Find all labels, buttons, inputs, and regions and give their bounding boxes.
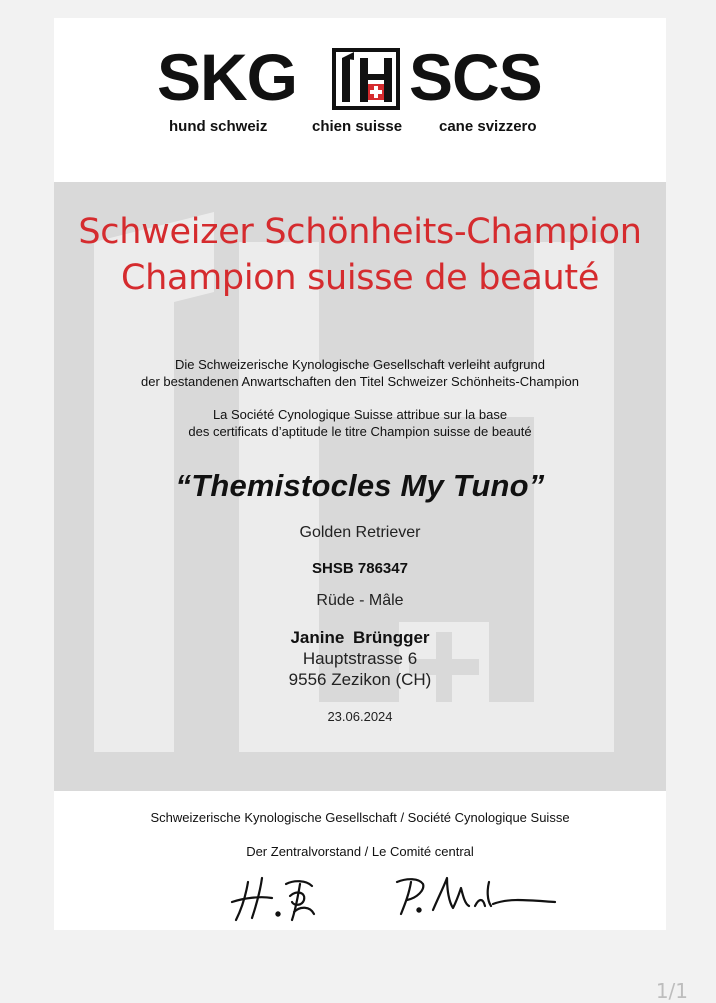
certificate-page — [54, 18, 666, 930]
intro-french-line-2: des certificats d’aptitude le titre Champion suisse de beauté — [188, 424, 532, 439]
logo-skg-text: SKG — [157, 40, 298, 114]
page-counter: 1/1 — [655, 979, 688, 1003]
dog-breed: Golden Retriever — [299, 524, 421, 541]
award-date: 23.06.2024 — [327, 709, 393, 724]
footer-board: Der Zentralvorstand / Le Comité central — [246, 844, 474, 859]
intro-german-line-1: Die Schweizerische Kynologische Gesellschaft verleiht aufgrund — [175, 357, 545, 372]
dog-sex: Rüde - Mâle — [316, 592, 404, 609]
logo-emblem-icon — [332, 48, 400, 110]
owner-city: 9556 Zezikon (CH) — [288, 670, 432, 689]
registration-number: SHSB 786347 — [312, 560, 408, 577]
owner-name: Janine Brüngger — [290, 628, 430, 647]
signature-left-icon — [226, 870, 326, 928]
skg-scs-logo — [54, 18, 666, 148]
logo-scs-text: SCS — [409, 40, 542, 114]
title-german: Schweizer Schönheits-Champion — [78, 212, 642, 252]
logo-sub-it: cane svizzero — [439, 118, 537, 135]
intro-french-line-1: La Société Cynologique Suisse attribue sur la base — [212, 407, 508, 422]
certificate-panel — [54, 182, 666, 791]
intro-german-line-2: der bestandenen Anwartschaften den Titel Schweizer Schönheits-Champion — [141, 374, 579, 389]
logo-sub-de: hund schweiz — [169, 118, 268, 135]
dog-name: “Themistocles My Tuno” — [175, 468, 545, 503]
logo-sub-fr: chien suisse — [312, 118, 403, 135]
footer-organization: Schweizerische Kynologische Gesellschaft / Société Cynologique Suisse — [150, 810, 570, 825]
title-french: Champion suisse de beauté — [120, 258, 600, 298]
owner-street: Hauptstrasse 6 — [302, 649, 418, 668]
signature-right-icon — [389, 870, 559, 920]
